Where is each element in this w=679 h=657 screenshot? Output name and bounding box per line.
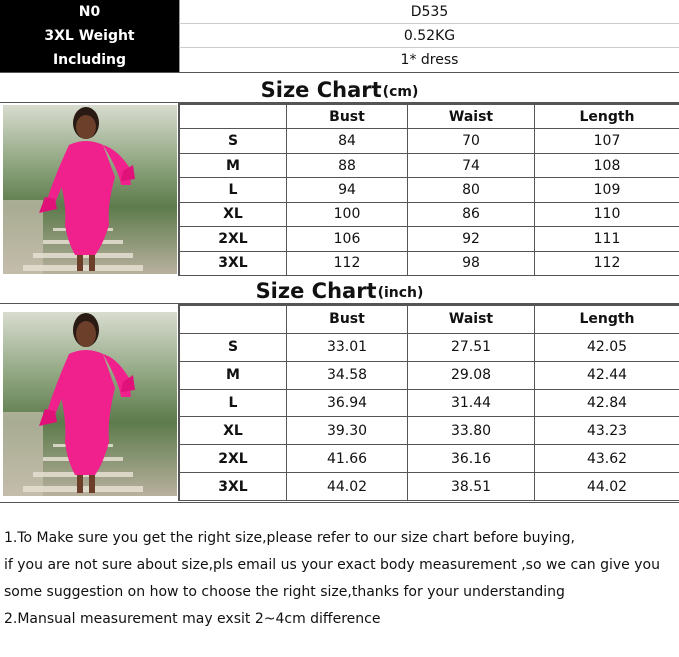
- table-cell: 44.02: [535, 473, 679, 501]
- table-cell: 41.66: [287, 445, 408, 473]
- chart-title: Size Chart: [260, 78, 382, 102]
- table-cell: 42.84: [535, 389, 679, 417]
- size-cell: S: [180, 129, 287, 153]
- table-cell: 84: [287, 129, 408, 153]
- table-cell: 109: [535, 178, 679, 202]
- chart-unit: (inch): [377, 285, 424, 301]
- table-cell: 70: [408, 129, 535, 153]
- info-row-number: [0, 0, 679, 24]
- header-cell: [180, 105, 287, 129]
- table-row: [180, 361, 679, 389]
- table-cell: 38.51: [408, 473, 535, 501]
- table: [179, 305, 679, 501]
- header-cell: Bust: [287, 306, 408, 334]
- info-key: N0: [0, 0, 179, 24]
- table-row: [180, 202, 679, 226]
- table-cell: 80: [408, 178, 535, 202]
- info-value: 1* dress: [179, 48, 679, 72]
- table-cell: 108: [535, 153, 679, 177]
- size-chart-inch-title: [0, 276, 679, 304]
- size-table-inch: [178, 304, 679, 501]
- header-cell: Length: [535, 306, 679, 334]
- table-row: [180, 251, 679, 275]
- info-key: 3XL Weight: [0, 24, 179, 48]
- table-cell: 112: [535, 251, 679, 275]
- table-row: [180, 178, 679, 202]
- table-row: [180, 473, 679, 501]
- table: [179, 104, 679, 276]
- table-cell: 33.80: [408, 417, 535, 445]
- chart-title: Size Chart: [255, 279, 377, 303]
- size-chart-cm: [0, 103, 679, 276]
- table-cell: 42.44: [535, 361, 679, 389]
- table-cell: 29.08: [408, 361, 535, 389]
- table-cell: 106: [287, 227, 408, 251]
- note-line: 1.To Make sure you get the right size,please refer to our size chart before buying,: [4, 530, 575, 546]
- table-row: [180, 153, 679, 177]
- table-cell: 111: [535, 227, 679, 251]
- header-cell: Waist: [408, 306, 535, 334]
- table-cell: 92: [408, 227, 535, 251]
- table-cell: 94: [287, 178, 408, 202]
- size-cell: L: [180, 178, 287, 202]
- header-cell: Waist: [408, 105, 535, 129]
- table-row: [180, 129, 679, 153]
- chart-unit: (cm): [382, 84, 419, 100]
- info-row-including: [0, 48, 679, 72]
- table-row: [180, 445, 679, 473]
- size-cell: 3XL: [180, 251, 287, 275]
- table-cell: 34.58: [287, 361, 408, 389]
- note-line: some suggestion on how to choose the right size,thanks for your understanding: [4, 584, 565, 600]
- table-row: [180, 417, 679, 445]
- size-cell: 2XL: [180, 445, 287, 473]
- product-photo: [3, 312, 177, 496]
- table-cell: 112: [287, 251, 408, 275]
- info-key: Including: [0, 48, 179, 72]
- note-line: 2.Mansual measurement may exsit 2~4cm difference: [4, 611, 381, 627]
- size-cell: S: [180, 333, 287, 361]
- table-cell: 100: [287, 202, 408, 226]
- table-cell: 42.05: [535, 333, 679, 361]
- table-cell: 110: [535, 202, 679, 226]
- size-cell: L: [180, 389, 287, 417]
- table-cell: 36.94: [287, 389, 408, 417]
- product-info-table: [0, 0, 679, 73]
- size-table-cm: [178, 103, 679, 276]
- model-dress-image: [3, 105, 177, 274]
- size-chart-cm-title: [0, 73, 679, 103]
- table-cell: 107: [535, 129, 679, 153]
- info-value: 0.52KG: [179, 24, 679, 48]
- table-cell: 44.02: [287, 473, 408, 501]
- table-cell: 33.01: [287, 333, 408, 361]
- table-cell: 27.51: [408, 333, 535, 361]
- table-cell: 43.62: [535, 445, 679, 473]
- product-photo: [3, 105, 177, 274]
- table-cell: 36.16: [408, 445, 535, 473]
- size-cell: 3XL: [180, 473, 287, 501]
- table-cell: 86: [408, 202, 535, 226]
- header-cell: Length: [535, 105, 679, 129]
- size-cell: 2XL: [180, 227, 287, 251]
- table-row: [180, 227, 679, 251]
- table-cell: 31.44: [408, 389, 535, 417]
- size-cell: XL: [180, 202, 287, 226]
- note-line: if you are not sure about size,pls email us your exact body measurement ,so we can give you: [4, 557, 660, 573]
- table-cell: 39.30: [287, 417, 408, 445]
- size-cell: M: [180, 361, 287, 389]
- table-cell: 74: [408, 153, 535, 177]
- size-notes: [0, 502, 679, 657]
- table-row: [180, 389, 679, 417]
- table-cell: 88: [287, 153, 408, 177]
- model-dress-image: [3, 312, 177, 496]
- header-cell: [180, 306, 287, 334]
- table-cell: 98: [408, 251, 535, 275]
- header-cell: Bust: [287, 105, 408, 129]
- table-row: [180, 333, 679, 361]
- size-cell: M: [180, 153, 287, 177]
- size-chart-inch: [0, 304, 679, 501]
- size-cell: XL: [180, 417, 287, 445]
- info-row-weight: [0, 24, 679, 48]
- table-cell: 43.23: [535, 417, 679, 445]
- table-header-row: [180, 306, 679, 334]
- table-header-row: [180, 105, 679, 129]
- info-value: D535: [179, 0, 679, 24]
